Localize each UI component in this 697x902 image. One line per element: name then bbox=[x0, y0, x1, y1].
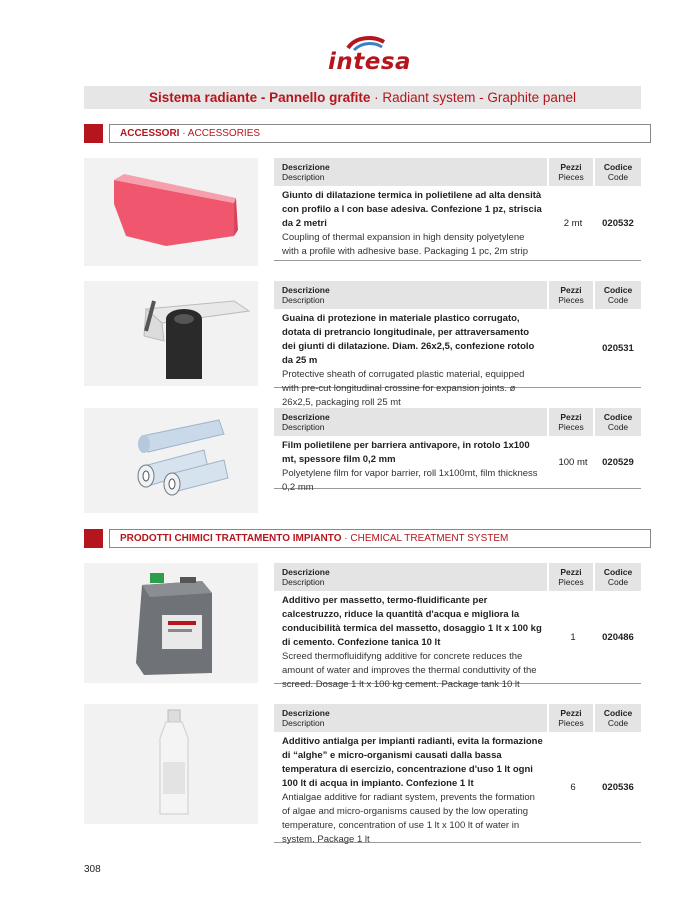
pieces-value: 6 bbox=[570, 781, 576, 793]
product-image-bottle bbox=[84, 704, 258, 824]
desc-en: Coupling of thermal expansion in high density polyetylene with a profile with adhesive base. Packaging 1 pc, 2m strip bbox=[282, 232, 529, 257]
title-en: Radiant system - Graphite panel bbox=[382, 90, 576, 105]
header-code-it: Codice bbox=[603, 708, 633, 718]
pieces-value: 1 bbox=[570, 631, 576, 643]
header-qty-en: Pieces bbox=[558, 577, 584, 587]
code-value: 020532 bbox=[602, 217, 634, 229]
desc-it: Giunto di dilatazione termica in polietilene ad alta densità con profilo a l con base adesiva. Confezione 1 pz, striscia da 2 metri bbox=[282, 190, 542, 229]
table-header bbox=[274, 281, 641, 309]
header-desc-en: Description bbox=[282, 172, 325, 182]
header-desc-it: Descrizione bbox=[282, 567, 330, 577]
desc-it: Film polietilene per barriera antivapore, in rotolo 1x100 mt, spessore film 0,2 mm bbox=[282, 440, 530, 465]
header-desc-en: Description bbox=[282, 577, 325, 587]
header-qty-en: Pieces bbox=[558, 295, 584, 305]
product-table bbox=[274, 408, 641, 493]
header-code-en: Code bbox=[607, 718, 629, 728]
pieces-value bbox=[551, 309, 595, 387]
header-code-it: Codice bbox=[603, 285, 633, 295]
header-qty-it: Pezzi bbox=[560, 412, 582, 422]
product-table bbox=[274, 281, 641, 408]
table-header bbox=[274, 704, 641, 732]
section-title-sep: · bbox=[341, 533, 351, 544]
code-value: 020531 bbox=[602, 342, 634, 354]
section-heading bbox=[109, 124, 651, 143]
desc-en: Screed thermofluidifyng additive for concrete reduces the amount of water and improves the thermal conduttivity of the screed. Dosage 1 lt x 100 kg cement. Package tank 10 lt bbox=[282, 651, 537, 690]
desc-en: Protective sheath of corrugated plastic material, equipped with pre-cut longitudinal crossine for expansion joints. ø 26x2,5, packaging roll 25 mt bbox=[282, 369, 525, 408]
desc-it: Additivo antialga per impianti radianti, evita la formazione di “alghe” e micro-organismi causati dalla bassa temperatura di esercizio, concentrazione d'uso 1 lt ogni 100 lt di acqua in impianto. Confezione 1 lt bbox=[282, 736, 543, 789]
header-desc-en: Description bbox=[282, 718, 325, 728]
table-header bbox=[274, 158, 641, 186]
header-qty-en: Pieces bbox=[558, 718, 584, 728]
header-desc-it: Descrizione bbox=[282, 708, 330, 718]
table-body bbox=[274, 591, 641, 690]
product-image-tank bbox=[84, 563, 258, 683]
product-table bbox=[274, 704, 641, 843]
desc-it: Guaina di protezione in materiale plastico corrugato, dotata di pretrancio longitudinale, per attraversamento dei giunti di dilatazione. Diam. 26x2,5, confezione rotolo da 25 m bbox=[282, 313, 535, 366]
table-body bbox=[274, 732, 641, 845]
section-title-en: CHEMICAL TREATMENT SYSTEM bbox=[350, 533, 509, 544]
product-image-film-rolls bbox=[84, 408, 258, 513]
page-number: 308 bbox=[84, 864, 101, 875]
section-title-en: ACCESSORIES bbox=[187, 128, 261, 139]
header-code-it: Codice bbox=[603, 162, 633, 172]
header-qty-it: Pezzi bbox=[560, 708, 582, 718]
product-table bbox=[274, 158, 641, 261]
product-image-corrugated-sheath bbox=[84, 281, 258, 386]
header-qty-en: Pieces bbox=[558, 172, 584, 182]
table-header bbox=[274, 408, 641, 436]
header-desc-it: Descrizione bbox=[282, 285, 330, 295]
header-qty-it: Pezzi bbox=[560, 567, 582, 577]
desc-it: Additivo per massetto, termo-fluidificante per calcestruzzo, riduce la quantità d'acqua e migliora la conducibilità termica del massetto, dosaggio 1 lt x 100 kg di cemento. Confezione tanica 10 lt bbox=[282, 595, 542, 648]
section-title-sep: · bbox=[179, 128, 188, 139]
header-desc-en: Description bbox=[282, 295, 325, 305]
header-qty-it: Pezzi bbox=[560, 285, 582, 295]
header-code-en: Code bbox=[607, 577, 629, 587]
header-desc-it: Descrizione bbox=[282, 412, 330, 422]
product-image-expansion-strip bbox=[84, 158, 258, 266]
pieces-value: 2 mt bbox=[563, 217, 583, 229]
logo-text: intesa bbox=[328, 49, 412, 75]
table-header bbox=[274, 563, 641, 591]
desc-en: Antialgae additive for radiant system, prevents the formation of algae and micro-organisms caused by the low operating temperature, concentration of use 1 lt x 100 lt of water in system. Package 1 lt bbox=[282, 792, 535, 845]
header-code-en: Code bbox=[607, 422, 629, 432]
header-code-en: Code bbox=[607, 295, 629, 305]
section-title-it: ACCESSORI bbox=[120, 128, 180, 139]
header-code-it: Codice bbox=[603, 567, 633, 577]
header-code-it: Codice bbox=[603, 412, 633, 422]
section-title-it: PRODOTTI CHIMICI TRATTAMENTO IMPIANTO bbox=[120, 533, 342, 544]
product-table bbox=[274, 563, 641, 690]
pieces-value: 100 mt bbox=[558, 456, 588, 468]
brand-logo bbox=[318, 36, 412, 76]
table-body bbox=[274, 436, 641, 493]
section-marker bbox=[84, 124, 103, 143]
header-qty-en: Pieces bbox=[558, 422, 584, 432]
code-value: 020536 bbox=[602, 781, 634, 793]
title-sep: · bbox=[370, 90, 383, 105]
code-value: 020486 bbox=[602, 631, 634, 643]
table-body bbox=[274, 186, 641, 260]
header-desc-en: Description bbox=[282, 422, 325, 432]
header-qty-it: Pezzi bbox=[560, 162, 582, 172]
header-code-en: Code bbox=[607, 172, 629, 182]
section-marker bbox=[84, 529, 103, 548]
page-title bbox=[84, 86, 641, 109]
code-value: 020529 bbox=[602, 456, 634, 468]
section-heading bbox=[109, 529, 651, 548]
desc-en: Polyetylene film for vapor barrier, roll 1x100mt, film thickness 0,2 mm bbox=[282, 468, 538, 493]
title-it: Sistema radiante - Pannello grafite bbox=[149, 90, 371, 105]
table-body bbox=[274, 309, 641, 408]
header-desc-it: Descrizione bbox=[282, 162, 330, 172]
